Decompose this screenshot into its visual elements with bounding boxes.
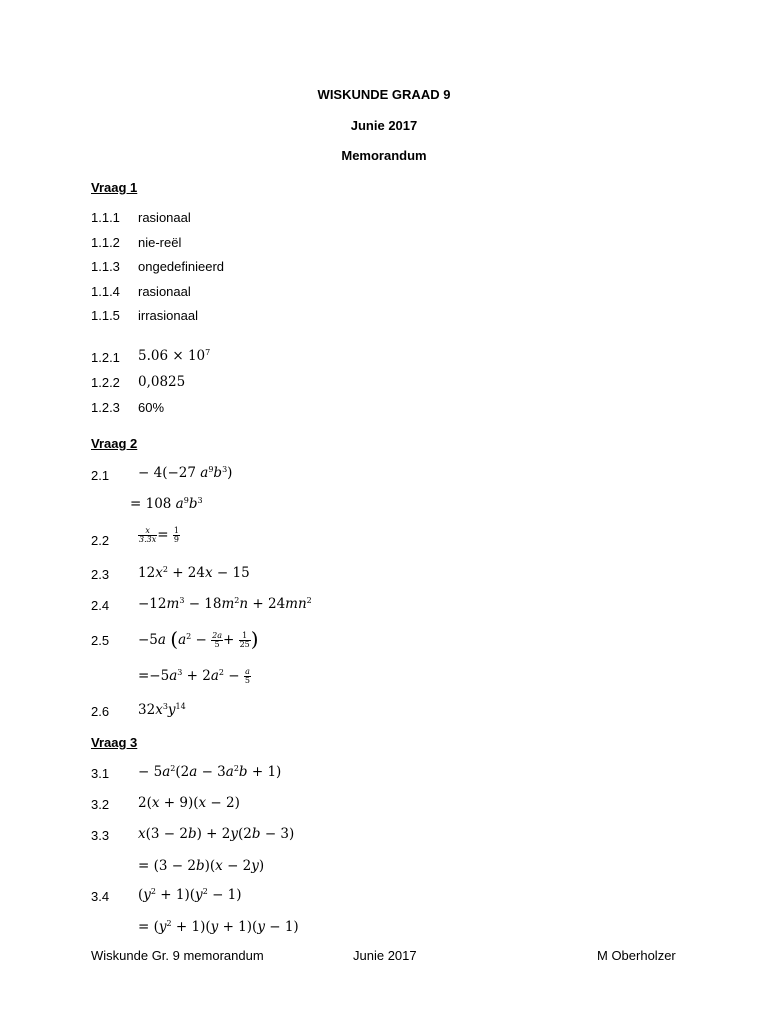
item-answer: nie-reël <box>138 235 182 250</box>
equation-2-5: −5a ($a^2$ − $\frac{2a}{5}$ + $\frac{1}{25}$ ) <box>138 627 259 651</box>
footer-center: Junie 2017 <box>353 948 417 963</box>
item-number: 1.1.1 <box>91 210 120 225</box>
item-answer: irrasionaal <box>138 308 198 323</box>
item-number: 2.3 <box>91 567 110 582</box>
item-answer: 60% <box>138 400 165 415</box>
item-number: 2.4 <box>91 598 110 613</box>
item-number: 3.4 <box>91 889 110 904</box>
section-heading-vraag-1: Vraag 1 <box>91 180 138 195</box>
item-number: 2.2 <box>91 533 110 548</box>
footer-left: Wiskunde Gr. 9 memorandum <box>91 948 264 963</box>
section-heading-vraag-2: Vraag 2 <box>91 436 138 451</box>
item-number: 3.2 <box>91 797 110 812</box>
section-heading-vraag-3: Vraag 3 <box>91 735 138 750</box>
page-subtitle: Memorandum <box>341 148 427 163</box>
equation-2-5-result: $=-5a^3 + 2a^2$ − $\frac{a}{5}$ <box>138 667 251 685</box>
item-answer: ongedefinieerd <box>138 259 225 274</box>
item-answer-math: $5.06 \times 10^7$ <box>138 348 211 364</box>
equation-2-6: $32x^3y^{14}$ <box>138 702 186 718</box>
item-answer: rasionaal <box>138 284 191 299</box>
equation-3-3: x(3 − 2b) + 2y(2b − 3) <box>138 826 295 842</box>
page-date: Junie 2017 <box>350 118 418 133</box>
equation-3-1: − $5a^2(2a - 3a^2b + 1)$ <box>138 764 282 780</box>
equation-2-3: $12x^2 + 24x - 15$ <box>138 565 250 581</box>
equation-3-4: $(y^2 + 1)(y^2 - 1)$ <box>138 887 242 903</box>
item-number: 1.2.1 <box>91 350 120 365</box>
page-title: WISKUNDE GRAAD 9 <box>317 87 451 102</box>
footer-right: M Oberholzer <box>597 948 676 963</box>
equation-2-1: − 4(−27 $a^9b^3$) <box>138 465 233 481</box>
item-number: 1.1.3 <box>91 259 120 274</box>
item-number: 2.6 <box>91 704 110 719</box>
item-number: 1.2.2 <box>91 375 120 390</box>
item-number: 3.3 <box>91 828 110 843</box>
equation-3-2: 2(x + 9)(x − 2) <box>138 795 240 811</box>
equation-2-4: $-12m^3 - 18m^2n + 24mn^2$ <box>138 596 312 612</box>
item-number: 2.1 <box>91 468 110 483</box>
equation-3-4-result: = $(y^2 + 1)(y + 1)(y - 1)$ <box>138 919 299 935</box>
equation-2-2: $\frac{x}{3.3x}$ = $\frac{1}{9}$ <box>139 526 179 544</box>
item-number: 1.1.4 <box>91 284 120 299</box>
item-number: 3.1 <box>91 766 110 781</box>
item-number: 2.5 <box>91 633 110 648</box>
equation-3-3-result: = (3 − 2b)(x − 2y) <box>138 858 265 874</box>
item-answer-math: 0,0825 <box>138 374 186 390</box>
equation-2-1-result: = 108 $a^9b^3$ <box>130 496 203 512</box>
item-number: 1.1.2 <box>91 235 120 250</box>
item-number: 1.2.3 <box>91 400 120 415</box>
item-number: 1.1.5 <box>91 308 120 323</box>
item-answer: rasionaal <box>138 210 191 225</box>
